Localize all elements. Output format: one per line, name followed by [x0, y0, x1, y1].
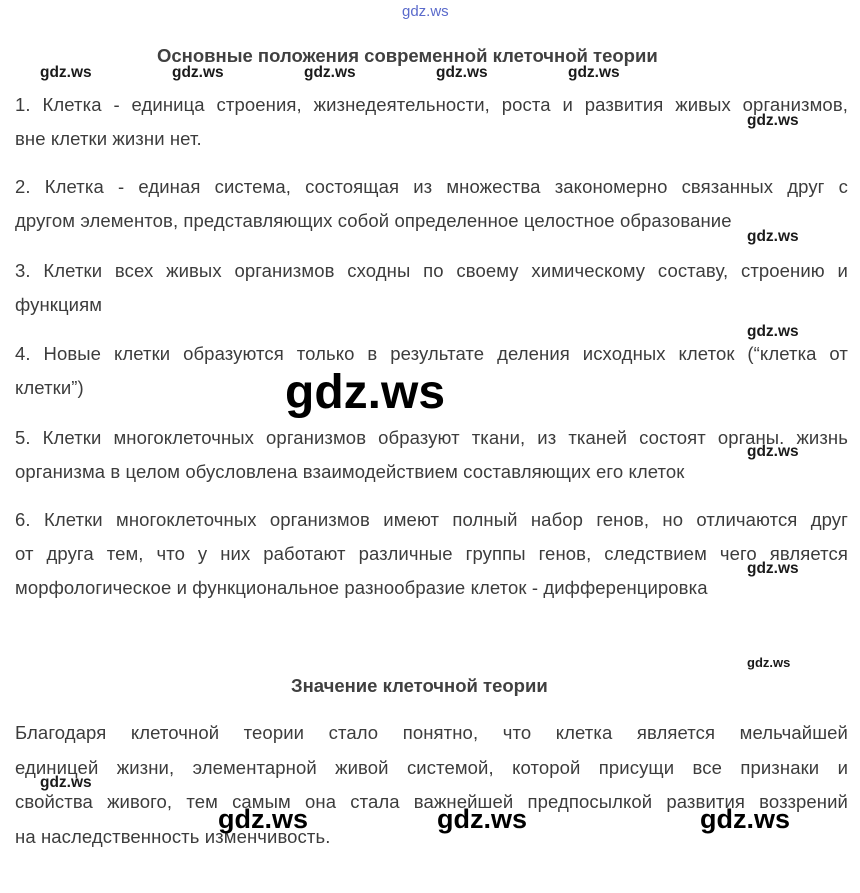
- watermark-top: gdz.ws: [402, 3, 449, 20]
- watermark-label: gdz.ws: [172, 64, 224, 81]
- watermark-medium: gdz.ws: [437, 804, 528, 834]
- watermark-label: gdz.ws: [40, 774, 92, 791]
- watermark-label: gdz.ws: [304, 64, 356, 81]
- paragraph-line: единицей жизни, элементарной живой системой, которой присущи все признаки и: [15, 757, 848, 778]
- watermark-label: gdz.ws: [436, 64, 488, 81]
- paragraph-line: другом элементов, представляющих собой определенное целостное образование: [15, 210, 732, 231]
- paragraph-line: 1. Клетка - единица строения, жизнедеятельности, роста и развития живых организмов,: [15, 94, 848, 115]
- section-title-main: Основные положения современной клеточной теории: [157, 45, 658, 66]
- watermark-medium: gdz.ws: [700, 804, 791, 834]
- section-title-significance: Значение клеточной теории: [291, 675, 548, 696]
- paragraph-line: на наследственность изменчивость.: [15, 826, 331, 847]
- watermark-label: gdz.ws: [747, 560, 799, 577]
- paragraph-line: 2. Клетка - единая система, состоящая из множества закономерно связанных друг с: [15, 176, 848, 197]
- watermark-large: gdz.ws: [285, 366, 446, 419]
- paragraph-line: 6. Клетки многоклеточных организмов имеют полный набор генов, но отличаются друг: [15, 509, 848, 530]
- watermark-label: gdz.ws: [40, 64, 92, 81]
- paragraph-line: свойства живого, тем самым она стала важнейшей предпосылкой развития воззрений: [15, 791, 848, 812]
- paragraph-line: 3. Клетки всех живых организмов сходны по своему химическому составу, строению и: [15, 260, 848, 281]
- watermark-label: gdz.ws: [747, 443, 799, 460]
- watermark-label: gdz.ws: [747, 112, 799, 129]
- watermark-label: gdz.ws: [747, 228, 799, 245]
- watermark-label: gdz.ws: [747, 323, 799, 340]
- paragraph-line: морфологическое и функциональное разнообразие клеток - дифференцировка: [15, 577, 708, 598]
- paragraph-line: вне клетки жизни нет.: [15, 128, 202, 149]
- paragraph-line: организма в целом обусловлена взаимодействием составляющих его клеток: [15, 461, 685, 482]
- watermark-label: gdz.ws: [568, 64, 620, 81]
- paragraph-line: Благодаря клеточной теории стало понятно, что клетка является мельчайшей: [15, 722, 848, 743]
- paragraph-line: функциям: [15, 294, 103, 315]
- watermark-medium: gdz.ws: [218, 804, 309, 834]
- paragraph-line: от друга тем, что у них работают различные группы генов, следствием чего является: [15, 543, 848, 564]
- paragraph-line: 5. Клетки многоклеточных организмов образуют ткани, из тканей состоят органы. жизнь: [15, 427, 848, 448]
- paragraph-line: 4. Новые клетки образуются только в результате деления исходных клеток (“клетка от: [15, 343, 848, 364]
- watermark-label: gdz.ws: [747, 655, 791, 670]
- paragraph-line: клетки”): [15, 377, 84, 398]
